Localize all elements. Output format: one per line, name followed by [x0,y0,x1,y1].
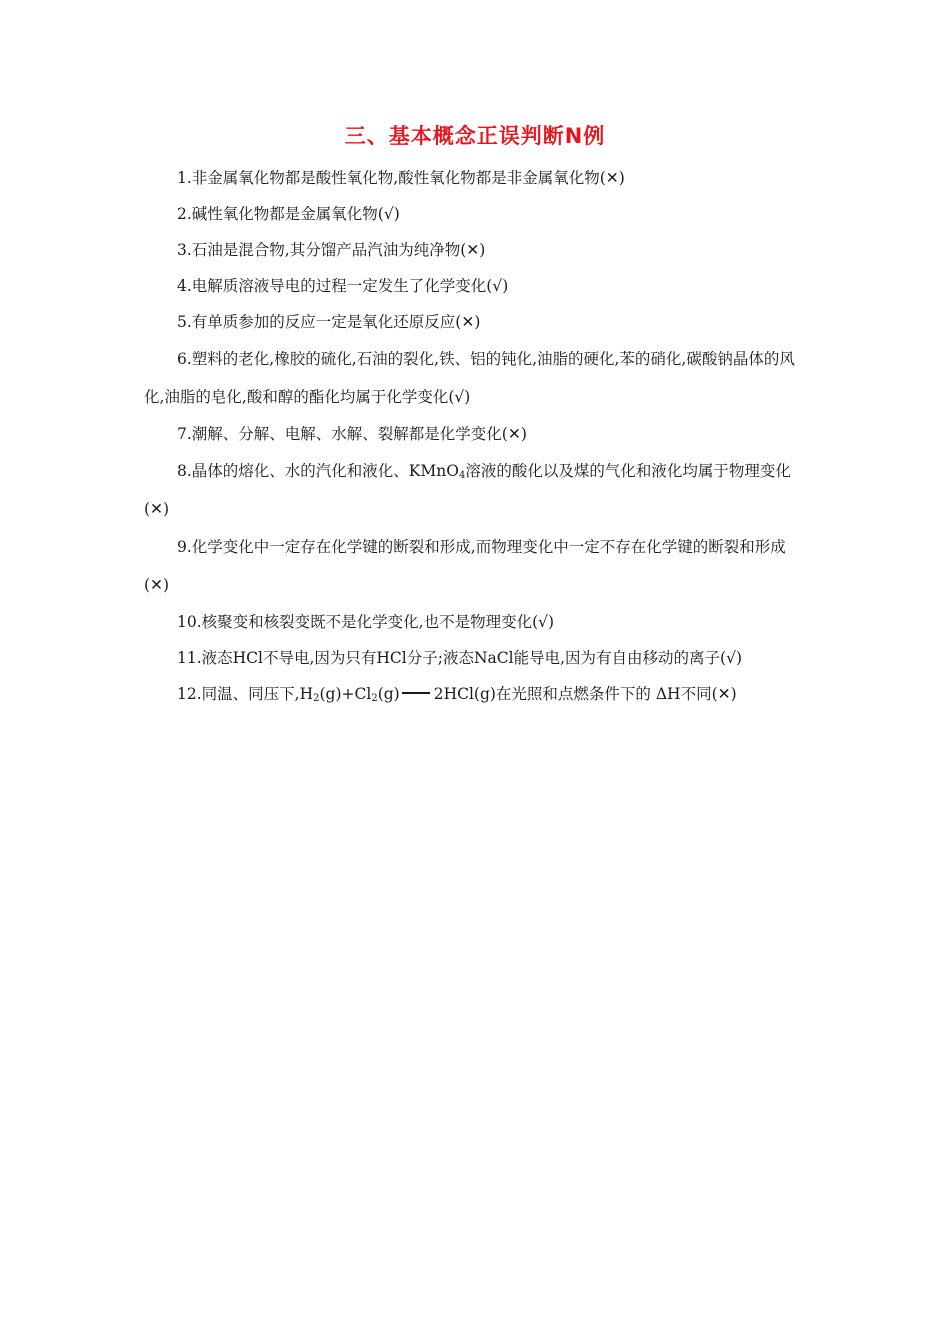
list-item-text: 10.核聚变和核裂变既不是化学变化,也不是物理变化(√) [177,613,555,631]
subscript: 4 [458,470,466,481]
list-item-text: 7.潮解、分解、电解、水解、裂解都是化学变化(✕) [177,425,527,443]
list-item-text: 3.石油是混合物,其分馏产品汽油为纯净物(✕) [177,241,486,259]
list-item [144,196,808,232]
list-item [144,160,808,196]
list-item-text: 溶液的酸化以及煤的气化和液化均属于物理变化(✕) [144,462,791,518]
list-item-text: 12.同温、同压下,H [177,685,314,703]
list-item-text: (g)+Cl [319,685,372,703]
list-item-text: 9.化学变化中一定存在化学键的断裂和形成,而物理变化中一定不存在化学键的断裂和形成(✕) [144,538,786,594]
subscript: 2 [371,693,378,704]
list-item [144,340,808,416]
list-item-text: (g) [377,685,400,703]
reaction-arrow [402,692,430,694]
list-item-text: 2.碱性氧化物都是金属氧化物(√) [177,205,400,223]
statement-list [144,160,808,712]
list-item [144,640,808,676]
list-item [144,304,808,340]
list-item [144,268,808,304]
list-item-text: 5.有单质参加的反应一定是氧化还原反应(✕) [177,313,481,331]
list-item [144,232,808,268]
list-item-text: 2HCl(g)在光照和点燃条件下的 ΔH不同(✕) [433,685,737,703]
list-item [144,604,808,640]
page-title: 三、基本概念正误判断N例 [344,124,606,148]
list-item-text: 4.电解质溶液导电的过程一定发生了化学变化(√) [177,277,509,295]
list-item-text: 6.塑料的老化,橡胶的硫化,石油的裂化,铁、铝的钝化,油脂的硬化,苯的硝化,碳酸钠晶体的风化,油脂的皂化,酸和醇的酯化均属于化学变化(√) [144,350,795,406]
list-item-text: 1.非金属氧化物都是酸性氧化物,酸性氧化物都是非金属氧化物(✕) [177,169,625,187]
list-item [144,416,808,452]
list-item [144,452,808,528]
list-item [144,528,808,604]
list-item [144,676,808,712]
list-item-text: 11.液态HCl不导电,因为只有HCl分子;液态NaCl能导电,因为有自由移动的离子(√) [177,649,742,667]
subscript: 2 [313,693,320,704]
list-item-text: 8.晶体的熔化、水的汽化和液化、KMnO [177,462,459,480]
